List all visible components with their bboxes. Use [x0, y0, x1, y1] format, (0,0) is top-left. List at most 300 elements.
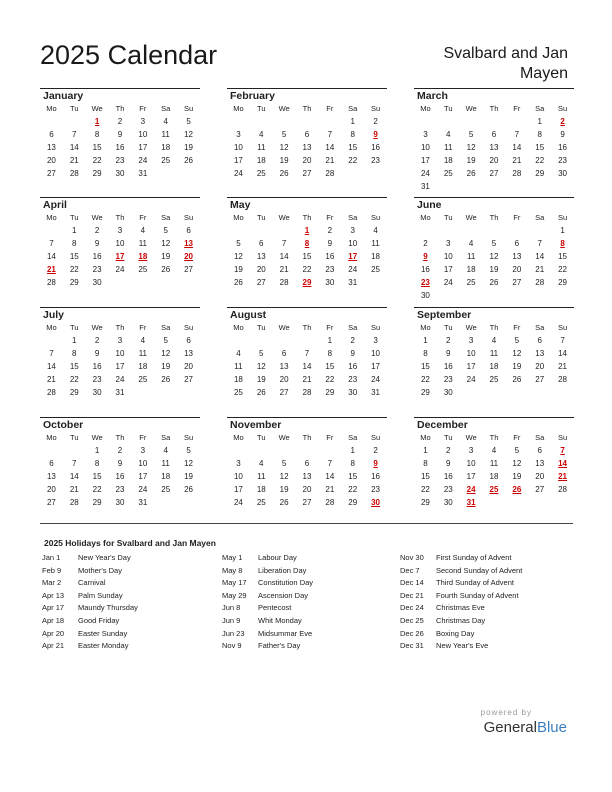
- weekday-label: Tu: [257, 213, 266, 222]
- holiday-date: May 8: [222, 565, 243, 575]
- empty-cell: [483, 115, 506, 128]
- day-cell: 11: [161, 459, 170, 468]
- holiday-day-cell: 2: [560, 117, 565, 126]
- weekday-header: [227, 432, 387, 444]
- holiday-day-cell: 25: [489, 485, 499, 494]
- empty-cell: [40, 334, 63, 347]
- day-cell: 2: [117, 117, 123, 126]
- day-cell: 17: [466, 362, 476, 371]
- weekday-header: [227, 322, 387, 334]
- day-cell: 1: [72, 226, 77, 235]
- country-name-line1: Svalbard and Jan: [443, 45, 568, 62]
- day-cell: 30: [92, 388, 102, 397]
- holiday-name: Boxing Day: [436, 628, 475, 638]
- day-cell: 22: [558, 265, 568, 274]
- day-cell: 3: [468, 336, 474, 345]
- day-cell: 6: [49, 459, 54, 468]
- day-cell: 14: [302, 362, 312, 371]
- holiday-name: Mother's Day: [78, 565, 122, 575]
- day-cell: 15: [535, 143, 545, 152]
- day-cell: 14: [46, 252, 56, 261]
- weekday-label: Mo: [46, 104, 57, 113]
- day-cell: 24: [138, 485, 148, 494]
- weekday-label: Su: [370, 104, 381, 113]
- holiday-row: [222, 602, 397, 615]
- day-cell: 1: [72, 336, 77, 345]
- day-cell: 4: [491, 446, 497, 455]
- day-cell: 15: [348, 472, 358, 481]
- day-cell: 2: [446, 446, 451, 455]
- day-cell: 23: [443, 375, 453, 384]
- month-march: [414, 88, 574, 193]
- holiday-name: First Sunday of Advent: [436, 553, 512, 562]
- weekday-label: Sa: [535, 213, 545, 222]
- day-cell: 22: [92, 156, 102, 165]
- day-cell: 23: [443, 485, 453, 494]
- day-cell: 4: [468, 239, 474, 248]
- day-cell: 26: [466, 169, 476, 178]
- weekday-label: Sa: [161, 104, 171, 113]
- day-cell: 19: [466, 156, 476, 165]
- day-cell: 3: [468, 446, 474, 455]
- empty-cell: [296, 444, 319, 457]
- holiday-row: [42, 590, 217, 603]
- weekday-label: We: [465, 433, 477, 442]
- day-cell: 31: [420, 182, 430, 191]
- day-cell: 8: [72, 239, 77, 248]
- day-cell: 4: [163, 117, 168, 126]
- day-cell: 14: [558, 349, 568, 358]
- weekday-label: Mo: [233, 323, 244, 332]
- holiday-day-cell: 8: [304, 239, 310, 248]
- day-cell: 26: [161, 375, 171, 384]
- day-cell: 16: [558, 143, 568, 152]
- day-cell: 26: [256, 388, 266, 397]
- day-cell: 21: [325, 485, 335, 494]
- weekday-label: Fr: [513, 213, 521, 222]
- holiday-name: New Year's Eve: [436, 641, 489, 651]
- weekday-label: Su: [183, 433, 194, 442]
- weekday-label: Fr: [139, 213, 147, 222]
- day-cell: 15: [558, 252, 568, 261]
- weekday-label: Tu: [444, 323, 453, 332]
- day-cell: 12: [489, 252, 499, 261]
- day-cell: 15: [420, 362, 430, 371]
- holidays-title: 2025 Holidays for Svalbard and Jan Mayen: [44, 538, 216, 548]
- day-cell: 13: [46, 472, 56, 481]
- day-cell: 26: [489, 278, 499, 287]
- month-october: [40, 417, 200, 509]
- day-cell: 5: [514, 446, 520, 455]
- empty-cell: [318, 115, 341, 128]
- holiday-day-cell: 1: [304, 226, 310, 235]
- day-cell: 11: [138, 239, 147, 248]
- generalblue-logo[interactable]: [484, 719, 567, 736]
- holiday-name: Easter Sunday: [78, 628, 128, 638]
- holiday-date: Jan 1: [42, 553, 61, 562]
- day-cell: 17: [420, 156, 430, 165]
- day-cell: 3: [373, 336, 378, 345]
- empty-cell: [273, 115, 296, 128]
- day-cell: 27: [512, 278, 522, 287]
- day-cell: 28: [46, 388, 56, 397]
- day-cell: 5: [236, 239, 241, 248]
- day-cell: 15: [348, 143, 358, 152]
- day-cell: 27: [535, 485, 545, 494]
- day-cell: 7: [327, 130, 333, 139]
- brand-general: General: [483, 719, 537, 736]
- weekday-label: Mo: [420, 433, 431, 442]
- weekday-label: We: [465, 213, 477, 222]
- day-cell: 13: [256, 252, 266, 261]
- day-cell: 23: [115, 485, 125, 494]
- day-cell: 17: [233, 156, 243, 165]
- day-cell: 10: [466, 349, 476, 358]
- day-cell: 3: [236, 459, 241, 468]
- day-cell: 30: [325, 278, 335, 287]
- day-cell: 8: [72, 349, 77, 358]
- holiday-name: Pentecost: [258, 603, 292, 613]
- weekday-label: Sa: [348, 104, 358, 113]
- day-grid: [414, 334, 574, 399]
- day-cell: 31: [115, 388, 125, 397]
- day-cell: 21: [302, 375, 312, 384]
- day-cell: 11: [466, 252, 476, 261]
- weekday-label: Th: [489, 213, 499, 222]
- day-cell: 22: [348, 156, 358, 165]
- weekday-label: Fr: [326, 433, 334, 442]
- day-grid: [227, 334, 387, 399]
- holiday-date: Dec 25: [400, 615, 424, 625]
- day-cell: 28: [325, 498, 335, 507]
- day-cell: 29: [420, 388, 430, 397]
- day-grid: [40, 334, 200, 399]
- weekday-label: Su: [183, 213, 194, 222]
- holiday-date: Dec 24: [400, 603, 424, 613]
- holiday-date: Dec 21: [400, 590, 424, 600]
- day-cell: 22: [348, 485, 358, 494]
- day-cell: 5: [186, 446, 191, 455]
- weekday-label: Mo: [46, 433, 57, 442]
- day-cell: 29: [325, 388, 335, 397]
- day-cell: 9: [446, 459, 451, 468]
- day-grid: [40, 115, 200, 180]
- holiday-row: [400, 565, 575, 578]
- empty-cell: [227, 334, 250, 347]
- holiday-row: [222, 628, 397, 641]
- day-cell: 20: [535, 362, 545, 371]
- day-cell: 27: [302, 169, 312, 178]
- day-cell: 20: [489, 156, 499, 165]
- weekday-header: [414, 212, 574, 224]
- day-cell: 25: [161, 485, 171, 494]
- holiday-row: [222, 577, 397, 590]
- weekday-label: Sa: [535, 433, 545, 442]
- day-cell: 14: [69, 143, 79, 152]
- weekday-label: Su: [557, 323, 568, 332]
- day-cell: 31: [138, 498, 148, 507]
- weekday-label: Th: [115, 323, 125, 332]
- day-cell: 17: [138, 472, 148, 481]
- day-cell: 28: [46, 278, 56, 287]
- day-cell: 8: [537, 130, 542, 139]
- day-cell: 13: [489, 143, 499, 152]
- day-cell: 19: [279, 485, 289, 494]
- holiday-date: Apr 20: [42, 628, 65, 638]
- day-cell: 25: [138, 375, 148, 384]
- day-cell: 11: [489, 459, 499, 468]
- day-cell: 6: [537, 446, 542, 455]
- holiday-row: [42, 640, 217, 653]
- day-cell: 16: [371, 143, 381, 152]
- weekday-label: We: [278, 213, 290, 222]
- weekday-label: Th: [302, 323, 312, 332]
- day-cell: 18: [161, 472, 171, 481]
- day-cell: 17: [233, 485, 243, 494]
- holiday-name: Midsummar Eve: [258, 628, 313, 638]
- holiday-date: Apr 17: [42, 603, 65, 613]
- day-cell: 13: [535, 349, 545, 358]
- weekday-label: Sa: [348, 433, 358, 442]
- day-cell: 27: [535, 375, 545, 384]
- day-cell: 12: [279, 143, 289, 152]
- empty-cell: [528, 224, 551, 237]
- day-cell: 4: [140, 226, 146, 235]
- day-cell: 16: [443, 362, 453, 371]
- day-grid: [227, 224, 387, 289]
- holiday-day-cell: 21: [46, 265, 56, 274]
- day-cell: 9: [94, 239, 100, 248]
- empty-cell: [296, 334, 319, 347]
- day-cell: 14: [325, 143, 335, 152]
- holiday-day-cell: 31: [466, 498, 476, 507]
- day-cell: 25: [443, 169, 453, 178]
- empty-cell: [414, 224, 437, 237]
- empty-cell: [437, 115, 460, 128]
- day-cell: 12: [466, 143, 476, 152]
- holiday-row: [400, 628, 575, 641]
- day-cell: 12: [161, 239, 171, 248]
- holiday-row: [42, 602, 217, 615]
- holiday-name: Ascension Day: [258, 590, 309, 600]
- weekday-label: Th: [489, 433, 499, 442]
- empty-cell: [227, 115, 250, 128]
- day-cell: 13: [512, 252, 522, 261]
- day-cell: 5: [186, 117, 191, 126]
- day-cell: 3: [117, 336, 123, 345]
- day-cell: 28: [69, 169, 79, 178]
- day-cell: 31: [348, 278, 358, 287]
- day-cell: 24: [233, 498, 243, 507]
- day-cell: 8: [350, 459, 355, 468]
- empty-cell: [483, 224, 506, 237]
- holiday-name: Christmas Eve: [436, 603, 485, 613]
- day-cell: 24: [115, 265, 125, 274]
- day-cell: 15: [420, 472, 430, 481]
- day-cell: 17: [138, 143, 148, 152]
- day-cell: 8: [327, 349, 333, 358]
- empty-cell: [460, 224, 483, 237]
- day-cell: 11: [444, 143, 453, 152]
- holiday-date: Dec 26: [400, 628, 424, 638]
- day-cell: 1: [560, 226, 565, 235]
- day-cell: 7: [72, 130, 77, 139]
- day-cell: 6: [259, 239, 264, 248]
- month-november: [227, 417, 387, 509]
- day-cell: 3: [140, 446, 146, 455]
- day-cell: 1: [327, 336, 333, 345]
- weekday-header: [414, 432, 574, 444]
- holiday-day-cell: 30: [371, 498, 381, 507]
- day-cell: 23: [325, 265, 335, 274]
- day-cell: 29: [420, 498, 430, 507]
- day-cell: 14: [46, 362, 56, 371]
- weekday-label: Tu: [444, 433, 453, 442]
- holiday-day-cell: 9: [423, 252, 428, 261]
- day-cell: 29: [535, 169, 545, 178]
- weekday-label: Mo: [420, 213, 431, 222]
- day-cell: 28: [558, 375, 568, 384]
- weekday-label: Mo: [233, 104, 244, 113]
- weekday-label: Su: [370, 323, 381, 332]
- day-cell: 15: [92, 143, 102, 152]
- day-cell: 23: [92, 265, 102, 274]
- empty-cell: [273, 224, 296, 237]
- day-cell: 27: [489, 169, 499, 178]
- day-cell: 12: [279, 472, 289, 481]
- day-cell: 9: [446, 349, 451, 358]
- day-cell: 18: [489, 362, 499, 371]
- day-cell: 1: [350, 446, 355, 455]
- holiday-date: Apr 13: [42, 590, 65, 600]
- day-cell: 9: [117, 459, 123, 468]
- day-cell: 23: [92, 375, 102, 384]
- empty-cell: [460, 115, 483, 128]
- holiday-name: Carnival: [78, 578, 106, 588]
- day-cell: 14: [69, 472, 79, 481]
- day-cell: 25: [466, 278, 476, 287]
- holiday-day-cell: 9: [373, 130, 378, 139]
- day-cell: 22: [92, 485, 102, 494]
- day-cell: 5: [281, 459, 287, 468]
- month-june: [414, 197, 574, 302]
- day-cell: 10: [443, 252, 453, 261]
- day-cell: 21: [535, 265, 545, 274]
- weekday-header: [414, 103, 574, 115]
- day-cell: 5: [163, 336, 168, 345]
- day-grid: [227, 444, 387, 509]
- day-cell: 27: [256, 278, 266, 287]
- weekday-label: Th: [115, 433, 125, 442]
- day-cell: 4: [491, 336, 497, 345]
- holiday-date: May 29: [222, 590, 247, 600]
- day-cell: 22: [302, 265, 312, 274]
- weekday-label: We: [278, 104, 290, 113]
- day-cell: 8: [94, 130, 100, 139]
- day-cell: 29: [92, 169, 102, 178]
- holiday-row: [222, 615, 397, 628]
- day-cell: 23: [348, 375, 358, 384]
- weekday-label: Tu: [444, 213, 453, 222]
- day-cell: 2: [446, 336, 451, 345]
- day-cell: 19: [512, 472, 522, 481]
- holiday-day-cell: 17: [115, 252, 125, 261]
- holiday-row: [42, 552, 217, 565]
- holiday-date: May 1: [222, 553, 243, 562]
- day-cell: 1: [423, 446, 428, 455]
- day-grid: [414, 444, 574, 509]
- day-cell: 4: [236, 349, 241, 358]
- day-cell: 2: [423, 239, 428, 248]
- day-cell: 7: [537, 239, 542, 248]
- day-cell: 16: [348, 362, 358, 371]
- day-cell: 4: [140, 336, 146, 345]
- country-name: [398, 44, 568, 84]
- holiday-date: Feb 9: [42, 565, 62, 575]
- holiday-day-cell: 13: [184, 239, 194, 248]
- weekday-label: Su: [183, 104, 194, 113]
- day-cell: 18: [443, 156, 453, 165]
- day-cell: 11: [234, 362, 243, 371]
- holiday-day-cell: 17: [348, 252, 358, 261]
- day-cell: 9: [560, 130, 565, 139]
- day-cell: 26: [279, 169, 289, 178]
- day-cell: 25: [256, 498, 266, 507]
- day-cell: 2: [117, 446, 123, 455]
- day-cell: 30: [348, 388, 358, 397]
- weekday-label: We: [91, 104, 103, 113]
- holiday-date: Dec 7: [400, 565, 420, 575]
- weekday-label: Mo: [420, 323, 431, 332]
- day-cell: 7: [514, 130, 520, 139]
- holiday-row: [222, 565, 397, 578]
- day-cell: 5: [281, 130, 287, 139]
- empty-cell: [505, 224, 528, 237]
- day-cell: 5: [468, 130, 474, 139]
- day-cell: 12: [184, 459, 194, 468]
- weekday-header: [40, 432, 200, 444]
- day-cell: 10: [115, 349, 125, 358]
- holiday-column: [400, 552, 575, 653]
- day-cell: 22: [69, 375, 79, 384]
- weekday-label: Mo: [46, 323, 57, 332]
- holiday-name: Labour Day: [258, 553, 297, 562]
- holiday-column: [222, 552, 397, 653]
- weekday-label: Fr: [139, 104, 147, 113]
- holiday-day-cell: 20: [184, 252, 194, 261]
- weekday-label: Th: [115, 213, 125, 222]
- day-cell: 23: [371, 156, 381, 165]
- day-cell: 6: [514, 239, 520, 248]
- day-grid: [414, 115, 574, 193]
- day-cell: 16: [371, 472, 381, 481]
- day-cell: 20: [279, 375, 289, 384]
- day-cell: 6: [186, 336, 191, 345]
- day-cell: 30: [420, 291, 430, 300]
- day-cell: 26: [279, 498, 289, 507]
- holiday-name: Constitution Day: [258, 578, 314, 588]
- day-cell: 28: [535, 278, 545, 287]
- weekday-label: Sa: [535, 323, 545, 332]
- holiday-date: Dec 31: [400, 641, 424, 651]
- day-cell: 24: [138, 156, 148, 165]
- day-cell: 1: [537, 117, 542, 126]
- weekday-label: Fr: [513, 433, 521, 442]
- day-cell: 13: [535, 459, 545, 468]
- day-cell: 30: [92, 278, 102, 287]
- day-cell: 13: [279, 362, 289, 371]
- day-cell: 22: [69, 265, 79, 274]
